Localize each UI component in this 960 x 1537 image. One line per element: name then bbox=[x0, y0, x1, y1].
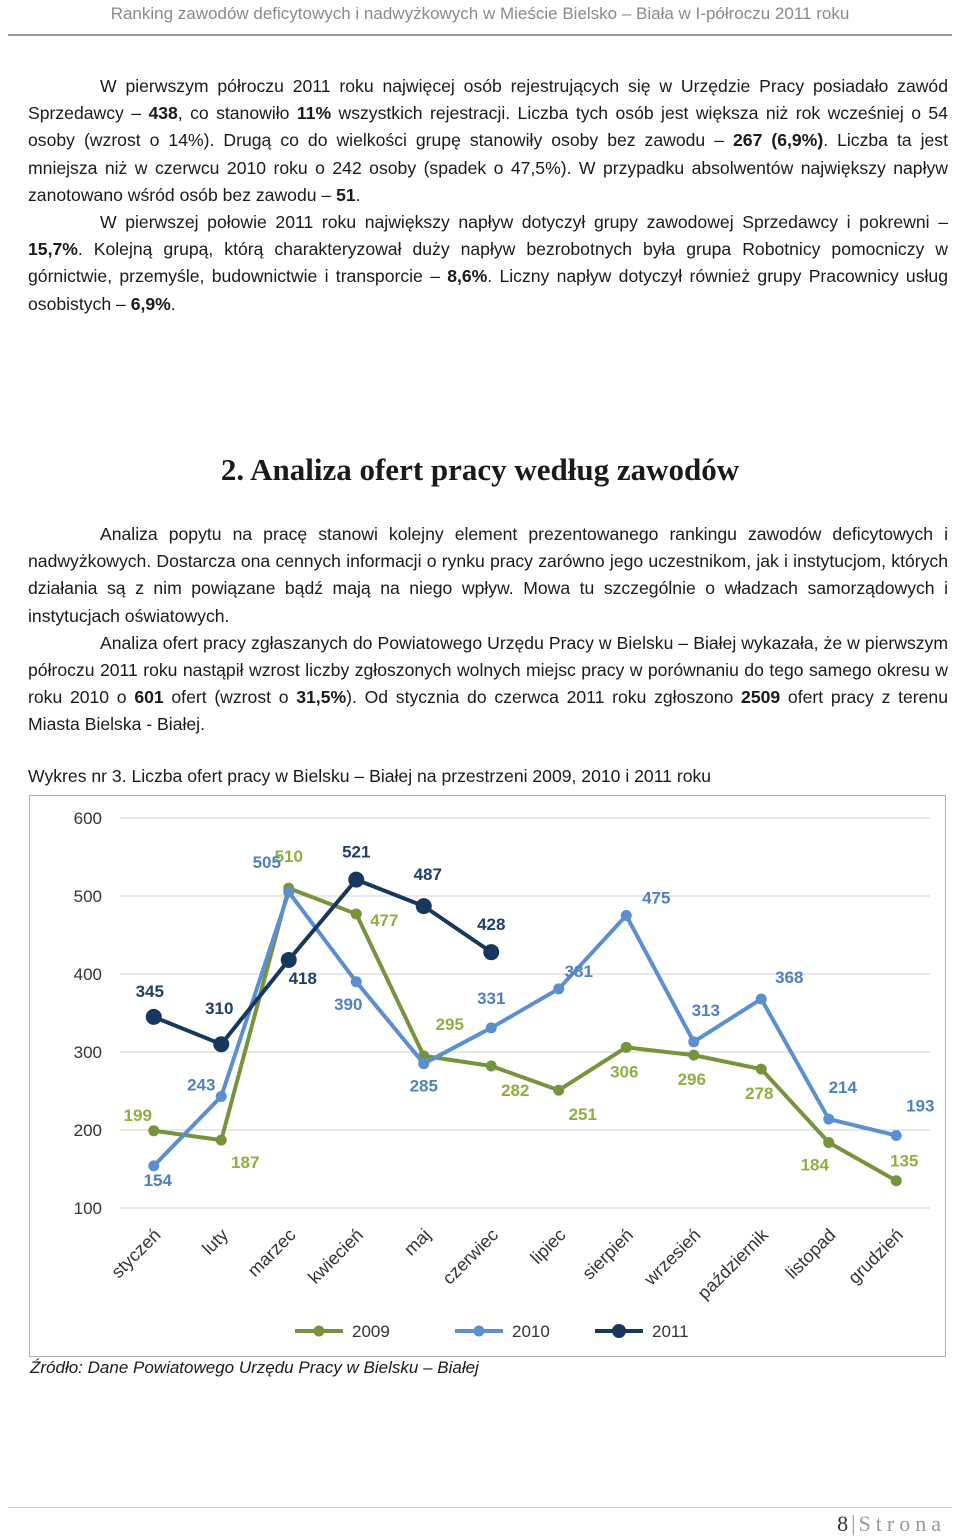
data-label-2011: 310 bbox=[205, 999, 234, 1019]
data-point-2010 bbox=[823, 1114, 834, 1125]
data-point-2011 bbox=[281, 952, 297, 968]
page-footer bbox=[837, 1511, 946, 1537]
data-point-2010 bbox=[216, 1091, 227, 1102]
x-tick-label: październik bbox=[693, 1224, 773, 1304]
data-point-2011 bbox=[416, 898, 432, 914]
source-note: Źródło: Dane Powiatowego Urzędu Pracy w Bielsku – Białej bbox=[30, 1358, 479, 1377]
section-heading: 2. Analiza ofert pracy według zawodów bbox=[220, 452, 740, 487]
data-label-2009: 135 bbox=[890, 1151, 919, 1171]
legend-label-2010: 2010 bbox=[512, 1322, 550, 1341]
data-point-2010 bbox=[418, 1058, 429, 1069]
data-point-2011 bbox=[483, 944, 499, 960]
data-point-2009 bbox=[621, 1042, 632, 1053]
data-point-2009 bbox=[486, 1061, 497, 1072]
x-tick-label: czerwiec bbox=[438, 1224, 503, 1289]
data-point-2009 bbox=[756, 1064, 767, 1075]
data-label-2010: 331 bbox=[477, 988, 506, 1008]
section-paragraph-1 bbox=[28, 521, 948, 630]
text-run: . bbox=[170, 293, 176, 314]
bold-figure: 601 bbox=[134, 687, 164, 708]
data-point-2010 bbox=[148, 1160, 159, 1171]
data-label-2009: 306 bbox=[610, 1062, 639, 1082]
bold-figure: 267 (6,9%) bbox=[733, 130, 824, 151]
x-tick-label: kwiecień bbox=[304, 1224, 368, 1288]
data-point-2011 bbox=[213, 1036, 229, 1052]
x-tick-label: listopad bbox=[781, 1224, 840, 1283]
legend-marker-2011 bbox=[612, 1324, 626, 1338]
y-tick-label: 300 bbox=[73, 1043, 102, 1062]
text-run: W pierwszej połowie 2011 roku największy napływ dotyczył grupy zawodowej Sprzedawcy i pokrewni – bbox=[100, 212, 948, 233]
data-label-2009: 296 bbox=[677, 1070, 706, 1090]
x-tick-label: styczeń bbox=[107, 1224, 165, 1282]
x-tick-label: marzec bbox=[243, 1224, 300, 1281]
section-text bbox=[28, 521, 948, 739]
footer-label: Strona bbox=[858, 1511, 946, 1536]
intro-paragraph-1 bbox=[28, 73, 948, 209]
data-point-2009 bbox=[351, 908, 362, 919]
text-run: ). Od stycznia do czerwca 2011 roku zgłoszono bbox=[346, 687, 742, 708]
data-label-2010: 193 bbox=[906, 1096, 935, 1116]
bold-figure: 8,6% bbox=[447, 266, 488, 287]
chart-frame bbox=[29, 795, 946, 1357]
running-header: Ranking zawodów deficytowych i nadwyżkowych w Mieście Bielsko – Biała w I-półroczu 2011 roku bbox=[110, 4, 850, 23]
data-label-2009: 199 bbox=[123, 1105, 152, 1125]
page-number: 8 bbox=[837, 1511, 850, 1536]
bold-figure: 15,7% bbox=[28, 239, 78, 260]
data-point-2010 bbox=[621, 910, 632, 921]
legend-marker-2010 bbox=[474, 1326, 485, 1337]
data-label-2011: 521 bbox=[342, 842, 371, 862]
data-label-2009: 295 bbox=[435, 1014, 464, 1034]
intro-text bbox=[28, 73, 948, 318]
data-label-2009: 510 bbox=[274, 847, 303, 867]
text-run: W pierwszym półroczu 2011 roku najwięcej osób rejestrujących się w Urzędzie Pracy posiadało zawód Sprzedawcy – bbox=[28, 76, 948, 124]
data-label-2009: 278 bbox=[745, 1084, 774, 1104]
text-run: , co stanowiło bbox=[177, 103, 297, 124]
data-point-2010 bbox=[891, 1130, 902, 1141]
data-point-2011 bbox=[146, 1009, 162, 1025]
data-label-2010: 505 bbox=[252, 853, 281, 873]
data-point-2010 bbox=[553, 983, 564, 994]
text-run: . Kolejną grupą, którą charakteryzował duży napływ bezrobotnych była grupa Robotnicy pomocniczy w górnictwie, przemyśle, budownictwie i transporcie – bbox=[28, 239, 948, 287]
data-label-2009: 187 bbox=[231, 1153, 260, 1173]
bold-figure: 11% bbox=[296, 103, 332, 124]
x-tick-label: maj bbox=[399, 1224, 435, 1260]
data-label-2009: 282 bbox=[501, 1081, 530, 1101]
data-label-2009: 251 bbox=[568, 1105, 597, 1125]
y-tick-label: 200 bbox=[73, 1121, 102, 1140]
data-label-2010: 390 bbox=[334, 994, 363, 1014]
x-tick-label: sierpień bbox=[578, 1224, 638, 1284]
footer-separator: | bbox=[851, 1511, 857, 1536]
bold-figure: 438 bbox=[148, 103, 178, 124]
bold-figure: 6,9% bbox=[130, 293, 171, 314]
data-point-2010 bbox=[756, 993, 767, 1004]
x-tick-label: lipiec bbox=[526, 1224, 570, 1268]
intro-paragraph-2 bbox=[28, 209, 948, 318]
data-label-2009: 184 bbox=[800, 1155, 829, 1175]
bold-figure: 31,5% bbox=[296, 687, 347, 708]
data-label-2011: 487 bbox=[413, 865, 442, 885]
data-point-2009 bbox=[688, 1050, 699, 1061]
series-line-2009 bbox=[154, 888, 897, 1180]
footer-rule bbox=[8, 1507, 952, 1508]
data-label-2010: 154 bbox=[143, 1170, 172, 1190]
y-tick-label: 500 bbox=[73, 887, 102, 906]
data-point-2009 bbox=[891, 1175, 902, 1186]
legend-label-2009: 2009 bbox=[352, 1322, 390, 1341]
text-run: ofert pracy z terenu Miasta Bielska - Białej. bbox=[28, 687, 948, 735]
header-rule bbox=[8, 34, 952, 36]
text-run: Analiza popytu na pracę stanowi kolejny element prezentowanego rankingu zawodów deficytowych i nadwyżkowych. Dostarcza ona cennych informacji o rynku pracy zarówno jego uczestnikom, jak i instytucjom, których działania są z nim powiązane bądź mają na niego wpływ. Mowa tu szczególnie o władzach samorządowych i instytucjach oświatowych. bbox=[28, 524, 948, 626]
text-run: . Liczba ta jest mniejsza niż w czerwcu 2010 roku o 242 osoby (spadek o 47,5%). W przypadku absolwentów największy napływ zanotowano wśród osób bez zawodu – bbox=[28, 130, 948, 205]
bold-figure: 2509 bbox=[741, 687, 781, 708]
bold-figure: 51 bbox=[336, 184, 356, 205]
y-tick-label: 100 bbox=[73, 1199, 102, 1218]
data-point-2009 bbox=[148, 1125, 159, 1136]
data-label-2009: 477 bbox=[370, 910, 399, 930]
data-label-2010: 475 bbox=[642, 888, 671, 908]
data-label-2011: 418 bbox=[288, 968, 317, 988]
data-point-2009 bbox=[216, 1135, 227, 1146]
data-label-2010: 381 bbox=[564, 961, 593, 981]
series-line-2010 bbox=[154, 892, 897, 1166]
text-run: ofert (wzrost o bbox=[163, 687, 297, 708]
data-label-2010: 313 bbox=[691, 1000, 720, 1020]
data-label-2010: 285 bbox=[409, 1076, 438, 1096]
data-label-2010: 214 bbox=[828, 1078, 857, 1098]
data-point-2010 bbox=[283, 887, 294, 898]
text-run: . bbox=[355, 184, 361, 205]
data-point-2010 bbox=[486, 1022, 497, 1033]
data-point-2010 bbox=[688, 1036, 699, 1047]
y-tick-label: 600 bbox=[73, 809, 102, 828]
legend-label-2011: 2011 bbox=[652, 1322, 689, 1341]
data-label-2011: 345 bbox=[135, 981, 164, 1001]
data-point-2009 bbox=[823, 1137, 834, 1148]
section-paragraph-2 bbox=[28, 630, 948, 739]
x-tick-label: wrzesień bbox=[640, 1224, 705, 1290]
x-tick-label: luty bbox=[198, 1224, 233, 1259]
data-label-2010: 368 bbox=[775, 967, 804, 987]
y-tick-label: 400 bbox=[73, 965, 102, 984]
text-run: wszystkich rejestracji. Liczba tych osób jest większa niż rok wcześniej o 54 osoby (wzrost o 14%). Drugą co do wielkości grupę stanowiły osoby bez zawodu – bbox=[28, 103, 949, 151]
x-tick-label: grudzień bbox=[844, 1224, 908, 1288]
legend-marker-2009 bbox=[314, 1326, 325, 1337]
data-label-2010: 243 bbox=[187, 1075, 216, 1095]
data-label-2011: 428 bbox=[477, 915, 506, 935]
text-run: Analiza ofert pracy zgłaszanych do Powiatowego Urzędu Pracy w Bielsku – Białej wykazała, że w pierwszym półroczu 2011 roku nastąpił wzrost liczby zgłoszonych wolnych miejsc pracy w porównaniu do tego samego okresu w roku 2010 o bbox=[28, 632, 948, 708]
chart-caption: Wykres nr 3. Liczba ofert pracy w Bielsku – Białej na przestrzeni 2009, 2010 i 2011 roku bbox=[28, 766, 712, 786]
text-run: . Liczny napływ dotyczył również grupy Pracownicy usług osobistych – bbox=[28, 266, 948, 314]
data-point-2009 bbox=[553, 1085, 564, 1096]
data-point-2011 bbox=[348, 872, 364, 888]
data-point-2010 bbox=[351, 976, 362, 987]
line-chart bbox=[30, 796, 945, 1356]
